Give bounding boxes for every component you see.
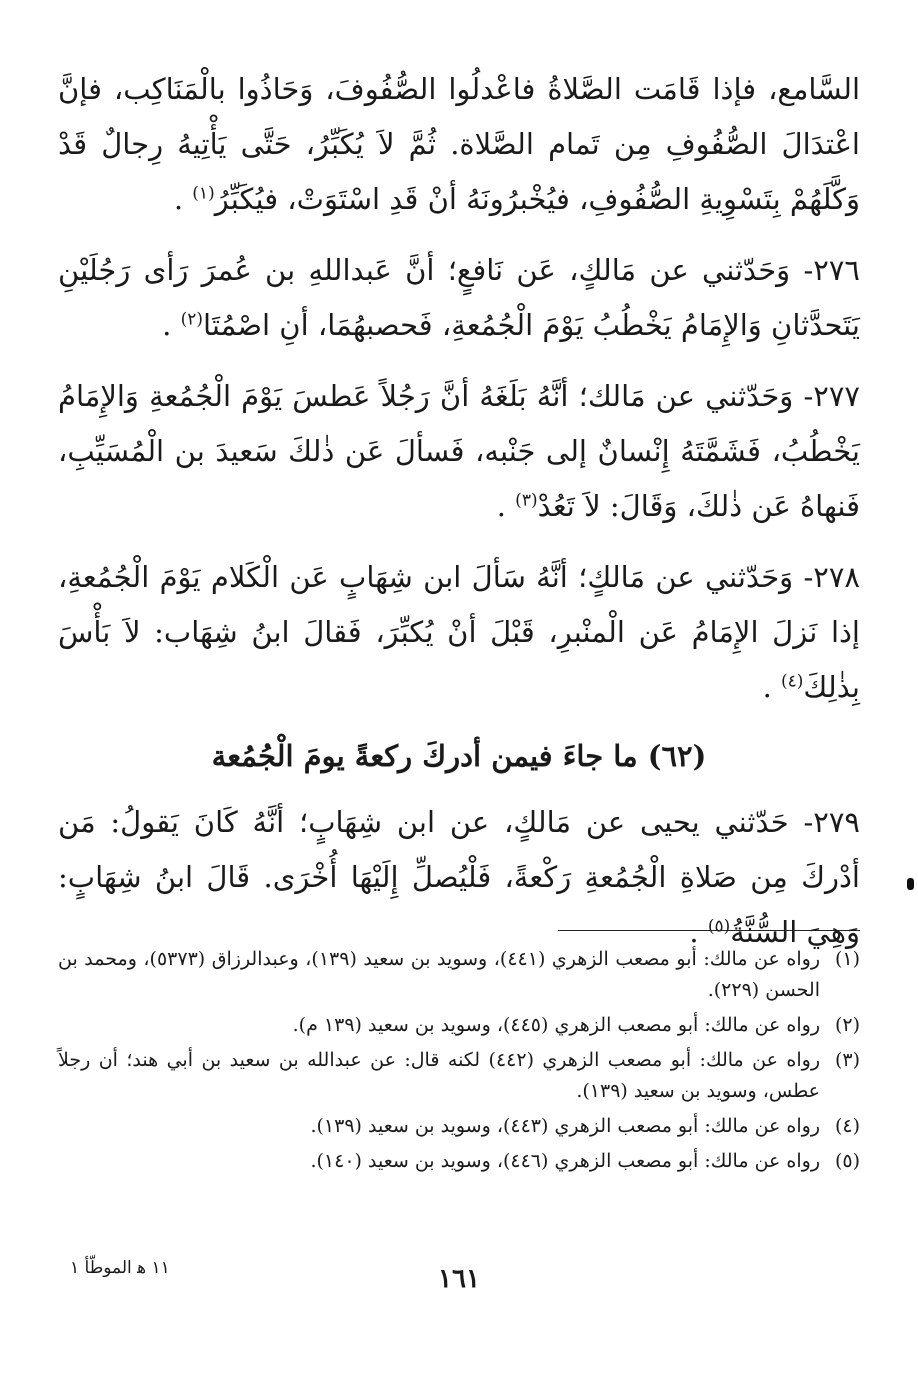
footnote-number: (٢) xyxy=(834,1014,860,1036)
hadith-279 xyxy=(58,795,860,960)
footnote-number: (٣) xyxy=(834,1049,860,1071)
footnote-ref: (٤) xyxy=(781,671,804,692)
footnote-text: رواه عن مالك: أبو مصعب الزهري (٤٤١)، وسويد بن سعيد (١٣٩)، وعبدالرزاق (٥٣٧٣)، ومحمد بن الحسن (٢٢٩). xyxy=(58,948,820,1001)
footnote-ref: (٢) xyxy=(180,309,204,330)
footnote-ref: (٣) xyxy=(515,490,538,511)
page-footer xyxy=(58,1258,860,1298)
footnote xyxy=(58,1111,860,1142)
paragraph-text: ٢٧٨- وَحَدّثني عن مَالكٍ؛ أنَّهُ سَألَ ابن شِهَابٍ عَن الْكَلام يَوْمَ الْجُمُعةِ، إذا نَزلَ الإِمَامُ عَن الْمنْبرِ، قَبْلَ أنْ يُكبِّرَ، فَقالَ ابنُ شِهَاب: لاَ بَأْسَ بِذٰلِكَ xyxy=(58,560,860,704)
paragraph-end: . xyxy=(173,182,193,216)
paragraph-end: . xyxy=(762,670,781,704)
footnote-ref: (١) xyxy=(192,183,215,204)
paragraph-continuation xyxy=(58,62,860,227)
margin-mark xyxy=(907,878,914,890)
footnote-text: رواه عن مالك: أبو مصعب الزهري (٤٤٢) لكنه قال: عن عبدالله بن سعيد بن أبي هند؛ أن رجلاً عطس، وسويد بن سعيد (١٣٩). xyxy=(58,1049,820,1102)
printer-signature: ١١ ﻫ الموطّأ ١ xyxy=(70,1258,170,1278)
footnote xyxy=(58,1146,860,1177)
footnote xyxy=(58,944,860,1006)
paragraph-end: . xyxy=(162,308,181,342)
footnote-separator xyxy=(558,930,860,931)
footnote xyxy=(58,1010,860,1041)
footnote-text: رواه عن مالك: أبو مصعب الزهري (٤٤٥)، وسويد بن سعيد (١٣٩ م). xyxy=(292,1014,820,1036)
paragraph-end: . xyxy=(689,915,708,949)
footnote-number: (٤) xyxy=(834,1115,860,1137)
footnote-number: (١) xyxy=(834,948,860,970)
footnote-ref: (٥) xyxy=(707,916,731,937)
paragraph-text: ٢٧٧- وَحَدّثني عن مَالك؛ أنَّهُ بَلَغَهُ أنَّ رَجُلاً عَطسَ يَوْمَ الْجُمُعةِ وَالإِمَامُ يَخْطُبُ، فَشَمَّتَهُ إِنْسانٌ إلى جَنْبه، فَسألَ عَن ذٰلكَ سَعيدَ بن الْمُسَيِّبِ، فَنهاهُ عَن ذٰلكَ، وَقَالَ: لاَ تَعُدْ xyxy=(58,379,860,523)
paragraph-end: . xyxy=(496,489,516,523)
hadith-278 xyxy=(58,550,860,715)
chapter-heading: (٦٢) ما جاءَ فيمن أدركَ ركعةً يومَ الْجُمُعة xyxy=(211,739,707,773)
hadith-276 xyxy=(58,243,860,353)
paragraph-text: ٢٧٩- حَدّثني يحيى عن مَالكٍ، عن ابن شِهَابٍ؛ أنَّهُ كَانَ يَقولُ: مَن أدْركَ مِن صَلاةِ الْجُمُعةِ رَكْعةً، فَلْيُصلِّ إِلَيْهَا أُخْرَى. قَالَ ابنُ شِهَابٍ: وَهِيَ السُّنَّةُ xyxy=(58,805,860,949)
page-number: ١٦١ xyxy=(438,1264,480,1294)
paragraph-text: السَّامع، فإذا قَامَت الصَّلاةُ فاعْدلُوا الصُّفُوفَ، وَحَاذُوا بالْمَنَاكِب، فإنَّ اعْتدَالَ الصُّفُوفِ مِن تَمام الصَّلاة. ثُمَّ لاَ يُكَبِّرُ، حَتَّى يَأْتِيهُ رِجالٌ قَدْ وَكَّلَهُمْ بِتَسْوِيةِ الصُّفُوفِ، فيُخْبرُونَهُ أنْ قَدِ اسْتَوَتْ، فيُكَبِّرُ xyxy=(58,72,860,216)
footnote xyxy=(58,1045,860,1107)
main-text xyxy=(58,62,860,976)
footnote-text: رواه عن مالك: أبو مصعب الزهري (٤٤٦)، وسويد بن سعيد (١٤٠). xyxy=(310,1150,820,1172)
footnote-number: (٥) xyxy=(834,1150,860,1172)
paragraph-text: ٢٧٦- وَحَدّثني عن مَالكٍ، عَن نَافعٍ؛ أنَّ عَبداللهِ بن عُمرَ رَأى رَجُلَيْنِ يَتَحدَّثانِ وَالإِمَامُ يَخْطُبُ يَوْمَ الْجُمُعةِ، فَحصبهُمَا، أنِ اصْمُتَا xyxy=(58,253,860,342)
hadith-277 xyxy=(58,369,860,534)
footnote-text: رواه عن مالك: أبو مصعب الزهري (٤٤٣)، وسويد بن سعيد (١٣٩). xyxy=(310,1115,820,1137)
footnotes xyxy=(58,944,860,1181)
